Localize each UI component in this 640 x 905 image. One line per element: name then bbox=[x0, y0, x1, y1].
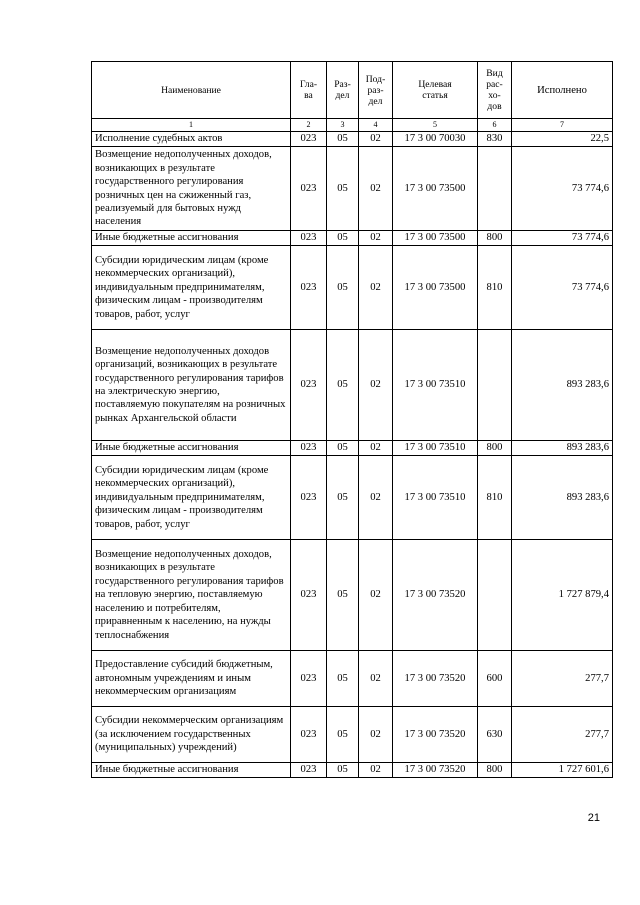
row-expense-type bbox=[478, 330, 512, 441]
row-section: 05 bbox=[327, 707, 359, 763]
row-chapter: 023 bbox=[291, 147, 327, 231]
row-target: 17 3 00 73500 bbox=[393, 246, 478, 330]
row-subsection: 02 bbox=[359, 147, 393, 231]
column-number: 4 bbox=[359, 119, 393, 132]
row-name: Субсидии юридическим лицам (кроме некоммерческих организаций), индивидуальным предпринимателям, физическим лицам - производителям товаров, работ, услуг bbox=[92, 456, 291, 540]
row-expense-type: 800 bbox=[478, 763, 512, 778]
row-chapter: 023 bbox=[291, 246, 327, 330]
row-section: 05 bbox=[327, 330, 359, 441]
table-row bbox=[92, 707, 613, 763]
row-name: Иные бюджетные ассигнования bbox=[92, 763, 291, 778]
row-expense-type: 630 bbox=[478, 707, 512, 763]
row-name: Субсидии юридическим лицам (кроме некоммерческих организаций), индивидуальным предпринимателям, физическим лицам - производителям товаров, работ, услуг bbox=[92, 246, 291, 330]
header-section: Раз- дел bbox=[327, 62, 359, 119]
budget-table bbox=[91, 61, 613, 778]
row-subsection: 02 bbox=[359, 132, 393, 147]
row-target: 17 3 00 73520 bbox=[393, 763, 478, 778]
row-chapter: 023 bbox=[291, 330, 327, 441]
row-section: 05 bbox=[327, 147, 359, 231]
row-executed: 277,7 bbox=[512, 651, 613, 707]
header-name: Наименование bbox=[92, 62, 291, 119]
row-executed: 73 774,6 bbox=[512, 231, 613, 246]
table-row bbox=[92, 246, 613, 330]
row-target: 17 3 00 73520 bbox=[393, 651, 478, 707]
table-row bbox=[92, 330, 613, 441]
row-name: Предоставление субсидий бюджетным, автономным учреждениям и иным некоммерческим организациям bbox=[92, 651, 291, 707]
row-expense-type: 600 bbox=[478, 651, 512, 707]
row-target: 17 3 00 73510 bbox=[393, 441, 478, 456]
row-subsection: 02 bbox=[359, 707, 393, 763]
column-number-row bbox=[92, 119, 613, 132]
row-name: Возмещение недополученных доходов организаций, возникающих в результате государственного регулирования тарифов на электрическую энергию, поставляемую покупателям на розничных рынках Архангельской области bbox=[92, 330, 291, 441]
row-section: 05 bbox=[327, 651, 359, 707]
row-target: 17 3 00 73520 bbox=[393, 540, 478, 651]
row-section: 05 bbox=[327, 132, 359, 147]
row-section: 05 bbox=[327, 246, 359, 330]
row-target: 17 3 00 73520 bbox=[393, 707, 478, 763]
row-chapter: 023 bbox=[291, 441, 327, 456]
row-name: Возмещение недополученных доходов, возникающих в результате государственного регулирования тарифов на тепловую энергию, поставляемую населению и потребителям, приравненным к населению, на нужды теплоснабжения bbox=[92, 540, 291, 651]
column-number: 6 bbox=[478, 119, 512, 132]
column-number: 1 bbox=[92, 119, 291, 132]
row-expense-type: 800 bbox=[478, 231, 512, 246]
row-executed: 22,5 bbox=[512, 132, 613, 147]
row-section: 05 bbox=[327, 540, 359, 651]
header-chapter: Гла- ва bbox=[291, 62, 327, 119]
header-expense-type: Вид рас- хо- дов bbox=[478, 62, 512, 119]
row-name: Субсидии некоммерческим организациям (за исключением государственных (муниципальных) учреждений) bbox=[92, 707, 291, 763]
row-expense-type: 830 bbox=[478, 132, 512, 147]
table-row bbox=[92, 456, 613, 540]
row-chapter: 023 bbox=[291, 763, 327, 778]
row-executed: 1 727 601,6 bbox=[512, 763, 613, 778]
row-subsection: 02 bbox=[359, 763, 393, 778]
header-row bbox=[92, 62, 613, 119]
row-name: Возмещение недополученных доходов, возникающих в результате государственного регулирования розничных цен на сжиженный газ, реализуемый для бытовых нужд населения bbox=[92, 147, 291, 231]
column-number: 7 bbox=[512, 119, 613, 132]
row-expense-type: 810 bbox=[478, 456, 512, 540]
row-subsection: 02 bbox=[359, 441, 393, 456]
row-executed: 893 283,6 bbox=[512, 330, 613, 441]
row-target: 17 3 00 73500 bbox=[393, 231, 478, 246]
row-expense-type: 810 bbox=[478, 246, 512, 330]
table-row bbox=[92, 540, 613, 651]
row-chapter: 023 bbox=[291, 132, 327, 147]
row-subsection: 02 bbox=[359, 330, 393, 441]
column-number: 3 bbox=[327, 119, 359, 132]
row-executed: 1 727 879,4 bbox=[512, 540, 613, 651]
table-row bbox=[92, 651, 613, 707]
row-chapter: 023 bbox=[291, 707, 327, 763]
row-section: 05 bbox=[327, 231, 359, 246]
row-chapter: 023 bbox=[291, 651, 327, 707]
row-expense-type: 800 bbox=[478, 441, 512, 456]
row-executed: 893 283,6 bbox=[512, 441, 613, 456]
row-section: 05 bbox=[327, 456, 359, 540]
row-executed: 73 774,6 bbox=[512, 147, 613, 231]
header-executed: Исполнено bbox=[512, 62, 613, 119]
row-target: 17 3 00 70030 bbox=[393, 132, 478, 147]
row-subsection: 02 bbox=[359, 231, 393, 246]
row-chapter: 023 bbox=[291, 456, 327, 540]
row-section: 05 bbox=[327, 441, 359, 456]
table-row bbox=[92, 132, 613, 147]
row-subsection: 02 bbox=[359, 651, 393, 707]
row-name: Исполнение судебных актов bbox=[92, 132, 291, 147]
row-name: Иные бюджетные ассигнования bbox=[92, 441, 291, 456]
row-chapter: 023 bbox=[291, 231, 327, 246]
row-subsection: 02 bbox=[359, 246, 393, 330]
row-executed: 73 774,6 bbox=[512, 246, 613, 330]
header-subsection: Под- раз- дел bbox=[359, 62, 393, 119]
row-subsection: 02 bbox=[359, 456, 393, 540]
table-row bbox=[92, 231, 613, 246]
row-chapter: 023 bbox=[291, 540, 327, 651]
row-name: Иные бюджетные ассигнования bbox=[92, 231, 291, 246]
header-target: Целевая статья bbox=[393, 62, 478, 119]
row-target: 17 3 00 73500 bbox=[393, 147, 478, 231]
page-number: 21 bbox=[587, 812, 600, 824]
row-expense-type bbox=[478, 540, 512, 651]
row-expense-type bbox=[478, 147, 512, 231]
row-subsection: 02 bbox=[359, 540, 393, 651]
row-target: 17 3 00 73510 bbox=[393, 330, 478, 441]
table-row bbox=[92, 763, 613, 778]
table-row bbox=[92, 441, 613, 456]
column-number: 2 bbox=[291, 119, 327, 132]
row-target: 17 3 00 73510 bbox=[393, 456, 478, 540]
column-number: 5 bbox=[393, 119, 478, 132]
row-executed: 893 283,6 bbox=[512, 456, 613, 540]
table-row bbox=[92, 147, 613, 231]
row-section: 05 bbox=[327, 763, 359, 778]
row-executed: 277,7 bbox=[512, 707, 613, 763]
